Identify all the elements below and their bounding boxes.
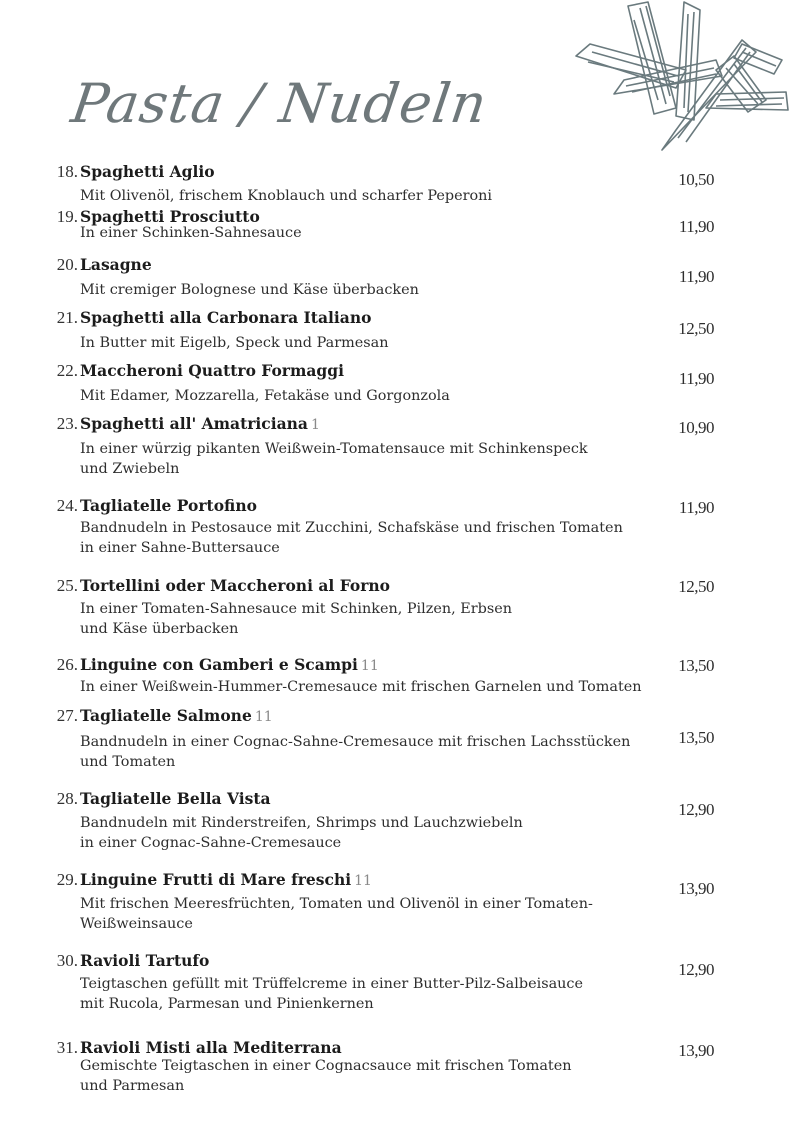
dish-description: In einer Schinken-Sahnesauce [80,225,302,241]
dish-name-text: Lasagne [80,255,152,274]
dish-name [80,706,273,725]
dish-name [80,789,271,808]
dish-name [80,308,371,327]
dish-price: 11,90 [678,267,714,286]
dish-description: Bandnudeln in Pestosauce mit Zucchini, Schafskäse und frischen Tomaten in einer Sahne-Buttersauce [80,520,623,556]
dish-price: 13,90 [678,879,714,898]
item-number: 21. [56,308,78,327]
dish-name-text: Tagliatelle Portofino [80,496,257,515]
dish-name-text: Maccheroni Quattro Formaggi [80,361,344,380]
allergen-code: 11 [254,709,273,725]
dish-price: 11,90 [678,217,714,236]
penne-pasta-illustration [566,0,794,160]
dish-price: 12,90 [678,800,714,819]
page-title: Pasta / Nudeln [67,72,492,135]
dish-name-text: Ravioli Misti alla Mediterrana [80,1038,342,1057]
dish-name-text: Tagliatelle Salmone [80,706,252,725]
dish-description: Mit frischen Meeresfrüchten, Tomaten und Olivenöl in einer Tomaten- Weißweinsauce [80,896,593,932]
dish-name [80,951,209,970]
item-number: 26. [56,655,78,674]
dish-description: In einer würzig pikanten Weißwein-Tomatensauce mit Schinkenspeck und Zwiebeln [80,441,588,477]
allergen-code: 11 [354,873,372,889]
dish-description: Mit Edamer, Mozzarella, Fetakäse und Gorgonzola [80,388,450,404]
dish-name-text: Spaghetti Aglio [80,162,215,181]
dish-description: Bandnudeln in einer Cognac-Sahne-Cremesauce mit frischen Lachsstücken und Tomaten [80,734,631,770]
dish-name [80,361,344,380]
item-number: 19. [56,207,78,226]
dish-price: 10,50 [678,170,714,189]
dish-price: 11,90 [678,369,714,388]
item-number: 27. [56,706,78,725]
dish-name [80,255,152,274]
dish-name-text: Spaghetti alla Carbonara Italiano [80,308,372,327]
item-number: 31. [56,1038,78,1057]
dish-price: 13,50 [678,656,714,675]
dish-name [80,496,257,515]
dish-name-text: Tortellini oder Maccheroni al Forno [80,576,390,595]
dish-description: Bandnudeln mit Rinderstreifen, Shrimps und Lauchzwiebeln in einer Cognac-Sahne-Cremesauce [80,815,523,851]
dish-name-text: Tagliatelle Bella Vista [80,789,271,808]
dish-name [80,870,372,889]
dish-price: 12,50 [678,319,714,338]
item-number: 23. [56,414,78,433]
dish-description: Gemischte Teigtaschen in einer Cognacsauce mit frischen Tomaten und Parmesan [80,1058,572,1094]
item-number: 18. [56,162,78,181]
item-number: 29. [56,870,78,889]
dish-name [80,414,320,433]
dish-name-text: Spaghetti Prosciutto [80,207,260,226]
item-number: 24. [56,496,78,515]
dish-description: Mit cremiger Bolognese und Käse überbacken [80,282,419,298]
dish-name [80,1038,342,1057]
dish-name-text: Spaghetti all' Amatriciana [80,414,308,433]
dish-price: 12,50 [678,577,714,596]
dish-price: 12,90 [678,960,714,979]
item-number: 22. [56,361,78,380]
item-number: 25. [56,576,78,595]
dish-price: 11,90 [678,498,714,517]
dish-name-text: Linguine Frutti di Mare freschi [80,870,352,889]
dish-description: In Butter mit Eigelb, Speck und Parmesan [80,335,389,351]
dish-description: Teigtaschen gefüllt mit Trüffelcreme in einer Butter-Pilz-Salbeisauce mit Rucola, Parmesan und Pinienkernen [80,976,583,1012]
allergen-code: 1 [310,417,320,433]
item-number: 20. [56,255,78,274]
item-number: 28. [56,789,78,808]
dish-price: 10,90 [678,418,714,437]
dish-name [80,655,379,674]
dish-name-text: Linguine con Gamberi e Scampi [80,655,358,674]
dish-description: Mit Olivenöl, frischem Knoblauch und scharfer Peperoni [80,188,493,204]
dish-price: 13,90 [678,1041,714,1060]
allergen-code: 11 [360,658,379,674]
item-number: 30. [56,951,78,970]
dish-description: In einer Tomaten-Sahnesauce mit Schinken, Pilzen, Erbsen und Käse überbacken [80,601,513,637]
dish-name [80,576,390,595]
dish-price: 13,50 [678,728,714,747]
dish-name [80,162,215,181]
dish-name-text: Ravioli Tartufo [80,951,210,970]
dish-description: In einer Weißwein-Hummer-Cremesauce mit frischen Garnelen und Tomaten [80,679,642,695]
